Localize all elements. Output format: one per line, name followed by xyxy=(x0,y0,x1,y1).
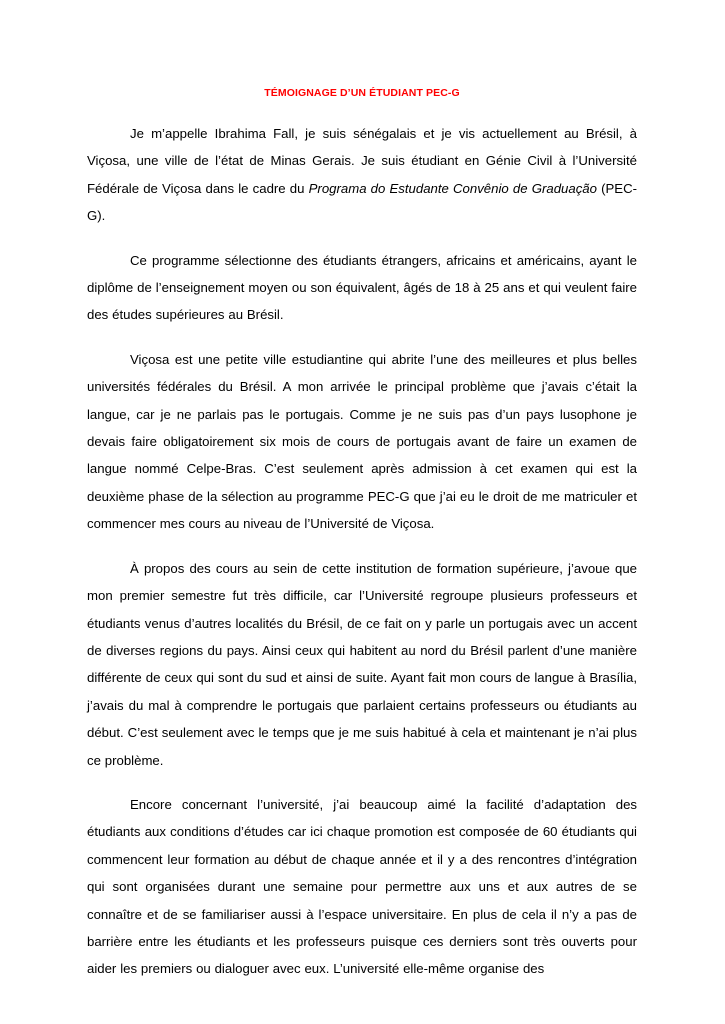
paragraph-vicosa: Viçosa est une petite ville estudiantine qui abrite l’une des meilleures et plus belles universités fédérales du Brésil. A mon arrivée le principal problème que j’avais c’était la langue, car je ne parlais pas le portugais. Comme je ne suis pas d’un pays lusophone je devais faire obligatoirement six mois de cours de portugais avant de faire un examen de langue nommé Celpe-Bras. C’est seulement après admission à cet examen qui est la deuxième phase de la sélection au programme PEC-G que j’ai eu le droit de me matriculer et commencer mes cours au niveau de l’Université de Viçosa. xyxy=(87,351,637,532)
paragraph-intro-text: Je m’appelle Ibrahima Fall, je suis sénégalais et je vis actuellement au Brésil, à Viçosa, une ville de l’état de Minas Gerais. Je suis étudiant en Génie Civil à l’Université Fédérale de Viçosa dans le cadre du xyxy=(87,126,637,196)
paragraph-program: Ce programme sélectionne des étudiants étrangers, africains et américains, ayant le diplôme de l’enseignement moyen ou son équivalent, âgés de 18 à 25 ans et qui veulent faire des études supérieures au Brésil. xyxy=(87,252,637,323)
paragraph-intro-end: (PEC-G). xyxy=(87,180,638,224)
document-title: TÉMOIGNAGE D’UN ÉTUDIANT PEC-G xyxy=(264,87,460,99)
paragraph-intro xyxy=(87,120,637,230)
paragraph-university: Encore concernant l’université, j’ai beaucoup aimé la facilité d’adaptation des étudiants aux conditions d’études car ici chaque promotion est composée de 60 étudiants qui commencent leur formation au début de chaque année et il y a des rencontres d’intégration qui sont organisées durant une semaine pour permettre aux uns et aux autres de se connaître et de se familiariser aussi à l’espace universitaire. En plus de cela il n’y a pas de barrière entre les étudiants et les professeurs puisque ces derniers sont très ouverts pour aider les premiers ou dialoguer avec eux. L’université elle-même organise des xyxy=(87,796,637,977)
paragraph-courses: À propos des cours au sein de cette institution de formation supérieure, j’avoue que mon premier semestre fut très difficile, car l’Université regroupe plusieurs professeurs et étudiants venus d’autres localités du Brésil, de ce fait on y parle un portugais avec un accent de diverses regions du pays. Ainsi ceux qui habitent au nord du Brésil parlent d’une manière différente de ceux qui sont du sud et ainsi de suite. Ayant fait mon cours de langue à Brasília, j’avais du mal à comprendre le portugais que parlaient certains professeurs ou étudiants au début. C’est seulement avec le temps que je me suis habitué à cela et maintenant je n’ai plus ce problème. xyxy=(87,560,637,768)
program-name-italic: Programa do Estudante Convênio de Graduação xyxy=(308,180,597,196)
